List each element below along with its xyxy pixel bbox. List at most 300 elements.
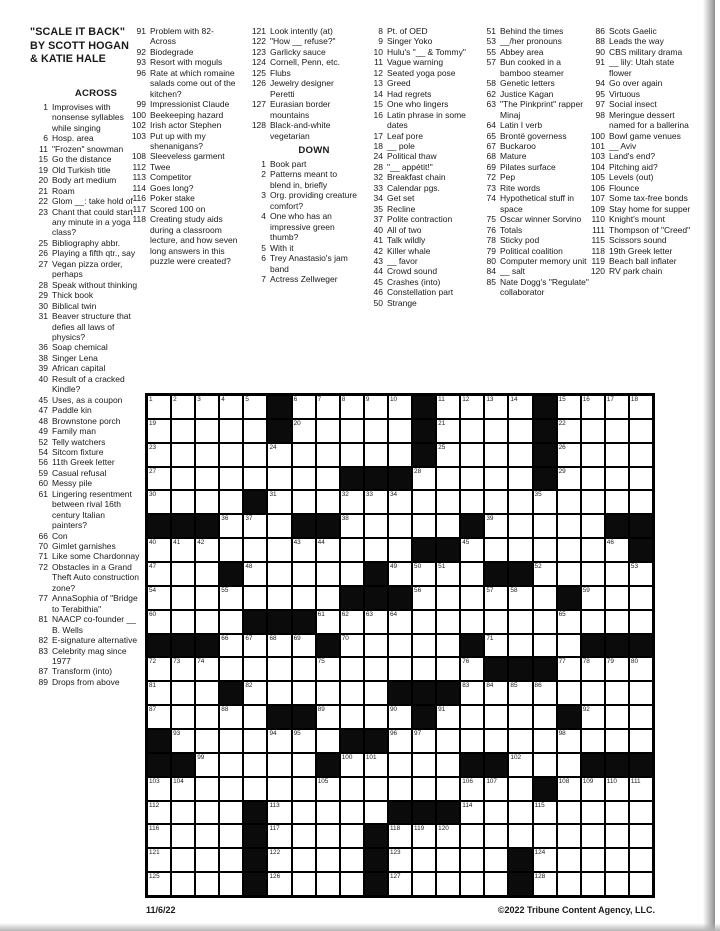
- grid-cell[interactable]: [557, 562, 581, 586]
- grid-cell[interactable]: [219, 467, 243, 491]
- grid-cell[interactable]: [219, 634, 243, 658]
- grid-cell[interactable]: [605, 801, 629, 825]
- grid-cell[interactable]: [147, 872, 171, 896]
- grid-cell[interactable]: [147, 681, 171, 705]
- grid-cell[interactable]: [292, 562, 316, 586]
- grid-cell[interactable]: [460, 872, 484, 896]
- grid-cell[interactable]: [605, 419, 629, 443]
- grid-cell[interactable]: [219, 705, 243, 729]
- grid-cell[interactable]: [605, 443, 629, 467]
- grid-cell[interactable]: [508, 443, 532, 467]
- grid-cell[interactable]: [508, 514, 532, 538]
- grid-cell[interactable]: [292, 657, 316, 681]
- grid-cell[interactable]: [171, 467, 195, 491]
- grid-cell[interactable]: [364, 777, 388, 801]
- grid-cell[interactable]: [171, 610, 195, 634]
- grid-cell[interactable]: [629, 824, 653, 848]
- grid-cell[interactable]: [436, 610, 460, 634]
- grid-cell[interactable]: [195, 848, 219, 872]
- grid-cell[interactable]: [508, 395, 532, 419]
- grid-cell[interactable]: [605, 538, 629, 562]
- grid-cell[interactable]: [267, 681, 291, 705]
- grid-cell[interactable]: [436, 395, 460, 419]
- grid-cell[interactable]: [267, 443, 291, 467]
- grid-cell[interactable]: [340, 705, 364, 729]
- grid-cell[interactable]: [388, 729, 412, 753]
- grid-cell[interactable]: [340, 777, 364, 801]
- grid-cell[interactable]: [364, 538, 388, 562]
- grid-cell[interactable]: [316, 395, 340, 419]
- grid-cell[interactable]: [508, 729, 532, 753]
- grid-cell[interactable]: [412, 753, 436, 777]
- grid-cell[interactable]: [267, 801, 291, 825]
- grid-cell[interactable]: [533, 634, 557, 658]
- grid-cell[interactable]: [243, 395, 267, 419]
- grid-cell[interactable]: [292, 777, 316, 801]
- grid-cell[interactable]: [581, 872, 605, 896]
- grid-cell[interactable]: [581, 681, 605, 705]
- grid-cell[interactable]: [292, 395, 316, 419]
- grid-cell[interactable]: [581, 443, 605, 467]
- grid-cell[interactable]: [557, 848, 581, 872]
- grid-cell[interactable]: [195, 610, 219, 634]
- grid-cell[interactable]: [292, 419, 316, 443]
- grid-cell[interactable]: [364, 490, 388, 514]
- grid-cell[interactable]: [195, 729, 219, 753]
- grid-cell[interactable]: [508, 538, 532, 562]
- grid-cell[interactable]: [508, 705, 532, 729]
- grid-cell[interactable]: [508, 801, 532, 825]
- grid-cell[interactable]: [605, 824, 629, 848]
- grid-cell[interactable]: [147, 705, 171, 729]
- grid-cell[interactable]: [267, 824, 291, 848]
- grid-cell[interactable]: [557, 634, 581, 658]
- grid-cell[interactable]: [436, 443, 460, 467]
- grid-cell[interactable]: [292, 753, 316, 777]
- grid-cell[interactable]: [219, 443, 243, 467]
- grid-cell[interactable]: [388, 824, 412, 848]
- grid-cell[interactable]: [292, 467, 316, 491]
- grid-cell[interactable]: [533, 753, 557, 777]
- grid-cell[interactable]: [219, 586, 243, 610]
- grid-cell[interactable]: [340, 610, 364, 634]
- grid-cell[interactable]: [147, 801, 171, 825]
- grid-cell[interactable]: [292, 538, 316, 562]
- grid-cell[interactable]: [316, 801, 340, 825]
- grid-cell[interactable]: [171, 872, 195, 896]
- grid-cell[interactable]: [340, 634, 364, 658]
- grid-cell[interactable]: [267, 514, 291, 538]
- grid-cell[interactable]: [508, 610, 532, 634]
- grid-cell[interactable]: [533, 848, 557, 872]
- grid-cell[interactable]: [219, 872, 243, 896]
- grid-cell[interactable]: [219, 514, 243, 538]
- grid-cell[interactable]: [629, 443, 653, 467]
- grid-cell[interactable]: [412, 824, 436, 848]
- grid-cell[interactable]: [267, 562, 291, 586]
- grid-cell[interactable]: [581, 538, 605, 562]
- grid-cell[interactable]: [629, 729, 653, 753]
- grid-cell[interactable]: [195, 824, 219, 848]
- grid-cell[interactable]: [484, 443, 508, 467]
- grid-cell[interactable]: [364, 419, 388, 443]
- grid-cell[interactable]: [581, 562, 605, 586]
- grid-cell[interactable]: [171, 562, 195, 586]
- grid-cell[interactable]: [581, 848, 605, 872]
- grid-cell[interactable]: [508, 419, 532, 443]
- grid-cell[interactable]: [340, 443, 364, 467]
- grid-cell[interactable]: [147, 467, 171, 491]
- grid-cell[interactable]: [629, 395, 653, 419]
- grid-cell[interactable]: [243, 634, 267, 658]
- grid-cell[interactable]: [412, 514, 436, 538]
- grid-cell[interactable]: [243, 729, 267, 753]
- grid-cell[interactable]: [460, 419, 484, 443]
- grid-cell[interactable]: [605, 681, 629, 705]
- grid-cell[interactable]: [243, 753, 267, 777]
- grid-cell[interactable]: [316, 657, 340, 681]
- grid-cell[interactable]: [388, 514, 412, 538]
- grid-cell[interactable]: [388, 753, 412, 777]
- grid-cell[interactable]: [460, 801, 484, 825]
- grid-cell[interactable]: [388, 538, 412, 562]
- grid-cell[interactable]: [605, 657, 629, 681]
- grid-cell[interactable]: [436, 729, 460, 753]
- grid-cell[interactable]: [533, 586, 557, 610]
- grid-cell[interactable]: [171, 586, 195, 610]
- grid-cell[interactable]: [484, 681, 508, 705]
- grid-cell[interactable]: [605, 777, 629, 801]
- grid-cell[interactable]: [316, 705, 340, 729]
- grid-cell[interactable]: [292, 801, 316, 825]
- grid-cell[interactable]: [171, 848, 195, 872]
- grid-cell[interactable]: [557, 824, 581, 848]
- grid-cell[interactable]: [460, 538, 484, 562]
- grid-cell[interactable]: [171, 824, 195, 848]
- grid-cell[interactable]: [243, 586, 267, 610]
- grid-cell[interactable]: [195, 872, 219, 896]
- grid-cell[interactable]: [436, 657, 460, 681]
- grid-cell[interactable]: [581, 395, 605, 419]
- grid-cell[interactable]: [436, 467, 460, 491]
- grid-cell[interactable]: [171, 538, 195, 562]
- grid-cell[interactable]: [508, 681, 532, 705]
- grid-cell[interactable]: [484, 419, 508, 443]
- grid-cell[interactable]: [364, 395, 388, 419]
- grid-cell[interactable]: [460, 777, 484, 801]
- grid-cell[interactable]: [484, 801, 508, 825]
- grid-cell[interactable]: [195, 681, 219, 705]
- grid-cell[interactable]: [364, 634, 388, 658]
- grid-cell[interactable]: [581, 729, 605, 753]
- grid-cell[interactable]: [533, 872, 557, 896]
- grid-cell[interactable]: [171, 443, 195, 467]
- grid-cell[interactable]: [388, 634, 412, 658]
- grid-cell[interactable]: [171, 490, 195, 514]
- grid-cell[interactable]: [508, 824, 532, 848]
- grid-cell[interactable]: [629, 562, 653, 586]
- grid-cell[interactable]: [460, 586, 484, 610]
- grid-cell[interactable]: [219, 801, 243, 825]
- grid-cell[interactable]: [629, 848, 653, 872]
- grid-cell[interactable]: [581, 586, 605, 610]
- grid-cell[interactable]: [412, 848, 436, 872]
- grid-cell[interactable]: [316, 443, 340, 467]
- grid-cell[interactable]: [388, 657, 412, 681]
- grid-cell[interactable]: [316, 729, 340, 753]
- grid-cell[interactable]: [316, 538, 340, 562]
- grid-cell[interactable]: [460, 443, 484, 467]
- grid-cell[interactable]: [629, 705, 653, 729]
- grid-cell[interactable]: [508, 777, 532, 801]
- grid-cell[interactable]: [292, 872, 316, 896]
- grid-cell[interactable]: [460, 681, 484, 705]
- grid-cell[interactable]: [147, 824, 171, 848]
- grid-cell[interactable]: [557, 872, 581, 896]
- grid-cell[interactable]: [219, 777, 243, 801]
- grid-cell[interactable]: [508, 467, 532, 491]
- grid-cell[interactable]: [460, 562, 484, 586]
- grid-cell[interactable]: [557, 514, 581, 538]
- grid-cell[interactable]: [484, 634, 508, 658]
- grid-cell[interactable]: [340, 801, 364, 825]
- grid-cell[interactable]: [292, 634, 316, 658]
- grid-cell[interactable]: [484, 514, 508, 538]
- grid-cell[interactable]: [267, 777, 291, 801]
- grid-cell[interactable]: [292, 848, 316, 872]
- grid-cell[interactable]: [388, 872, 412, 896]
- grid-cell[interactable]: [147, 538, 171, 562]
- grid-cell[interactable]: [484, 729, 508, 753]
- grid-cell[interactable]: [484, 777, 508, 801]
- grid-cell[interactable]: [171, 419, 195, 443]
- grid-cell[interactable]: [629, 610, 653, 634]
- grid-cell[interactable]: [436, 824, 460, 848]
- grid-cell[interactable]: [581, 467, 605, 491]
- grid-cell[interactable]: [629, 872, 653, 896]
- grid-cell[interactable]: [219, 419, 243, 443]
- grid-cell[interactable]: [364, 514, 388, 538]
- grid-cell[interactable]: [267, 872, 291, 896]
- grid-cell[interactable]: [629, 419, 653, 443]
- grid-cell[interactable]: [292, 443, 316, 467]
- grid-cell[interactable]: [364, 801, 388, 825]
- grid-cell[interactable]: [484, 824, 508, 848]
- grid-cell[interactable]: [557, 467, 581, 491]
- grid-cell[interactable]: [533, 538, 557, 562]
- grid-cell[interactable]: [460, 657, 484, 681]
- grid-cell[interactable]: [484, 395, 508, 419]
- grid-cell[interactable]: [171, 395, 195, 419]
- grid-cell[interactable]: [412, 634, 436, 658]
- grid-cell[interactable]: [316, 872, 340, 896]
- grid-cell[interactable]: [557, 395, 581, 419]
- grid-cell[interactable]: [171, 657, 195, 681]
- grid-cell[interactable]: [147, 490, 171, 514]
- grid-cell[interactable]: [195, 705, 219, 729]
- grid-cell[interactable]: [292, 729, 316, 753]
- grid-cell[interactable]: [364, 610, 388, 634]
- grid-cell[interactable]: [436, 586, 460, 610]
- grid-cell[interactable]: [460, 467, 484, 491]
- grid-cell[interactable]: [460, 848, 484, 872]
- grid-cell[interactable]: [605, 467, 629, 491]
- grid-cell[interactable]: [364, 443, 388, 467]
- grid-cell[interactable]: [171, 729, 195, 753]
- grid-cell[interactable]: [484, 705, 508, 729]
- grid-cell[interactable]: [629, 586, 653, 610]
- grid-cell[interactable]: [436, 419, 460, 443]
- grid-cell[interactable]: [436, 753, 460, 777]
- grid-cell[interactable]: [557, 753, 581, 777]
- grid-cell[interactable]: [484, 848, 508, 872]
- grid-cell[interactable]: [557, 657, 581, 681]
- grid-cell[interactable]: [605, 490, 629, 514]
- grid-cell[interactable]: [219, 395, 243, 419]
- grid-cell[interactable]: [581, 610, 605, 634]
- grid-cell[interactable]: [388, 419, 412, 443]
- grid-cell[interactable]: [629, 777, 653, 801]
- grid-cell[interactable]: [557, 729, 581, 753]
- grid-cell[interactable]: [557, 681, 581, 705]
- grid-cell[interactable]: [340, 538, 364, 562]
- grid-cell[interactable]: [292, 586, 316, 610]
- grid-cell[interactable]: [267, 729, 291, 753]
- grid-cell[interactable]: [267, 753, 291, 777]
- grid-cell[interactable]: [557, 538, 581, 562]
- grid-cell[interactable]: [292, 681, 316, 705]
- grid-cell[interactable]: [605, 872, 629, 896]
- grid-cell[interactable]: [581, 657, 605, 681]
- grid-cell[interactable]: [340, 753, 364, 777]
- grid-cell[interactable]: [629, 467, 653, 491]
- grid-cell[interactable]: [147, 395, 171, 419]
- grid-cell[interactable]: [605, 610, 629, 634]
- grid-cell[interactable]: [484, 467, 508, 491]
- grid-cell[interactable]: [147, 443, 171, 467]
- grid-cell[interactable]: [533, 490, 557, 514]
- grid-cell[interactable]: [147, 610, 171, 634]
- grid-cell[interactable]: [533, 824, 557, 848]
- grid-cell[interactable]: [243, 777, 267, 801]
- grid-cell[interactable]: [388, 777, 412, 801]
- grid-cell[interactable]: [195, 586, 219, 610]
- grid-cell[interactable]: [195, 657, 219, 681]
- grid-cell[interactable]: [364, 657, 388, 681]
- grid-cell[interactable]: [340, 872, 364, 896]
- grid-cell[interactable]: [316, 562, 340, 586]
- grid-cell[interactable]: [243, 443, 267, 467]
- grid-cell[interactable]: [195, 443, 219, 467]
- grid-cell[interactable]: [243, 562, 267, 586]
- grid-cell[interactable]: [243, 419, 267, 443]
- grid-cell[interactable]: [219, 848, 243, 872]
- grid-cell[interactable]: [460, 490, 484, 514]
- grid-cell[interactable]: [629, 801, 653, 825]
- grid-cell[interactable]: [219, 729, 243, 753]
- grid-cell[interactable]: [147, 657, 171, 681]
- grid-cell[interactable]: [581, 777, 605, 801]
- grid-cell[interactable]: [267, 634, 291, 658]
- grid-cell[interactable]: [412, 490, 436, 514]
- grid-cell[interactable]: [484, 586, 508, 610]
- grid-cell[interactable]: [267, 848, 291, 872]
- grid-cell[interactable]: [316, 777, 340, 801]
- grid-cell[interactable]: [243, 681, 267, 705]
- grid-cell[interactable]: [533, 610, 557, 634]
- grid-cell[interactable]: [412, 777, 436, 801]
- grid-cell[interactable]: [267, 586, 291, 610]
- grid-cell[interactable]: [484, 610, 508, 634]
- grid-cell[interactable]: [147, 777, 171, 801]
- grid-cell[interactable]: [436, 777, 460, 801]
- grid-cell[interactable]: [316, 848, 340, 872]
- grid-cell[interactable]: [388, 562, 412, 586]
- grid-cell[interactable]: [219, 490, 243, 514]
- grid-cell[interactable]: [364, 705, 388, 729]
- grid-cell[interactable]: [484, 872, 508, 896]
- grid-cell[interactable]: [533, 729, 557, 753]
- grid-cell[interactable]: [340, 514, 364, 538]
- grid-cell[interactable]: [388, 443, 412, 467]
- grid-cell[interactable]: [508, 753, 532, 777]
- grid-cell[interactable]: [436, 705, 460, 729]
- grid-cell[interactable]: [195, 777, 219, 801]
- grid-cell[interactable]: [243, 705, 267, 729]
- grid-cell[interactable]: [605, 705, 629, 729]
- grid-cell[interactable]: [243, 538, 267, 562]
- grid-cell[interactable]: [605, 729, 629, 753]
- grid-cell[interactable]: [508, 634, 532, 658]
- grid-cell[interactable]: [195, 538, 219, 562]
- grid-cell[interactable]: [412, 872, 436, 896]
- grid-cell[interactable]: [388, 848, 412, 872]
- grid-cell[interactable]: [147, 562, 171, 586]
- grid-cell[interactable]: [171, 681, 195, 705]
- grid-cell[interactable]: [171, 801, 195, 825]
- grid-cell[interactable]: [412, 657, 436, 681]
- grid-cell[interactable]: [557, 443, 581, 467]
- grid-cell[interactable]: [557, 490, 581, 514]
- grid-cell[interactable]: [292, 824, 316, 848]
- grid-cell[interactable]: [533, 705, 557, 729]
- grid-cell[interactable]: [340, 848, 364, 872]
- grid-cell[interactable]: [533, 562, 557, 586]
- grid-cell[interactable]: [412, 562, 436, 586]
- grid-cell[interactable]: [316, 490, 340, 514]
- grid-cell[interactable]: [460, 395, 484, 419]
- grid-cell[interactable]: [557, 419, 581, 443]
- grid-cell[interactable]: [219, 824, 243, 848]
- grid-cell[interactable]: [460, 824, 484, 848]
- grid-cell[interactable]: [412, 729, 436, 753]
- grid-cell[interactable]: [267, 467, 291, 491]
- grid-cell[interactable]: [605, 848, 629, 872]
- grid-cell[interactable]: [364, 681, 388, 705]
- grid-cell[interactable]: [316, 586, 340, 610]
- grid-cell[interactable]: [219, 610, 243, 634]
- grid-cell[interactable]: [316, 824, 340, 848]
- grid-cell[interactable]: [147, 419, 171, 443]
- grid-cell[interactable]: [292, 490, 316, 514]
- grid-cell[interactable]: [340, 395, 364, 419]
- grid-cell[interactable]: [436, 848, 460, 872]
- grid-cell[interactable]: [484, 490, 508, 514]
- grid-cell[interactable]: [460, 705, 484, 729]
- grid-cell[interactable]: [195, 562, 219, 586]
- grid-cell[interactable]: [219, 538, 243, 562]
- grid-cell[interactable]: [605, 562, 629, 586]
